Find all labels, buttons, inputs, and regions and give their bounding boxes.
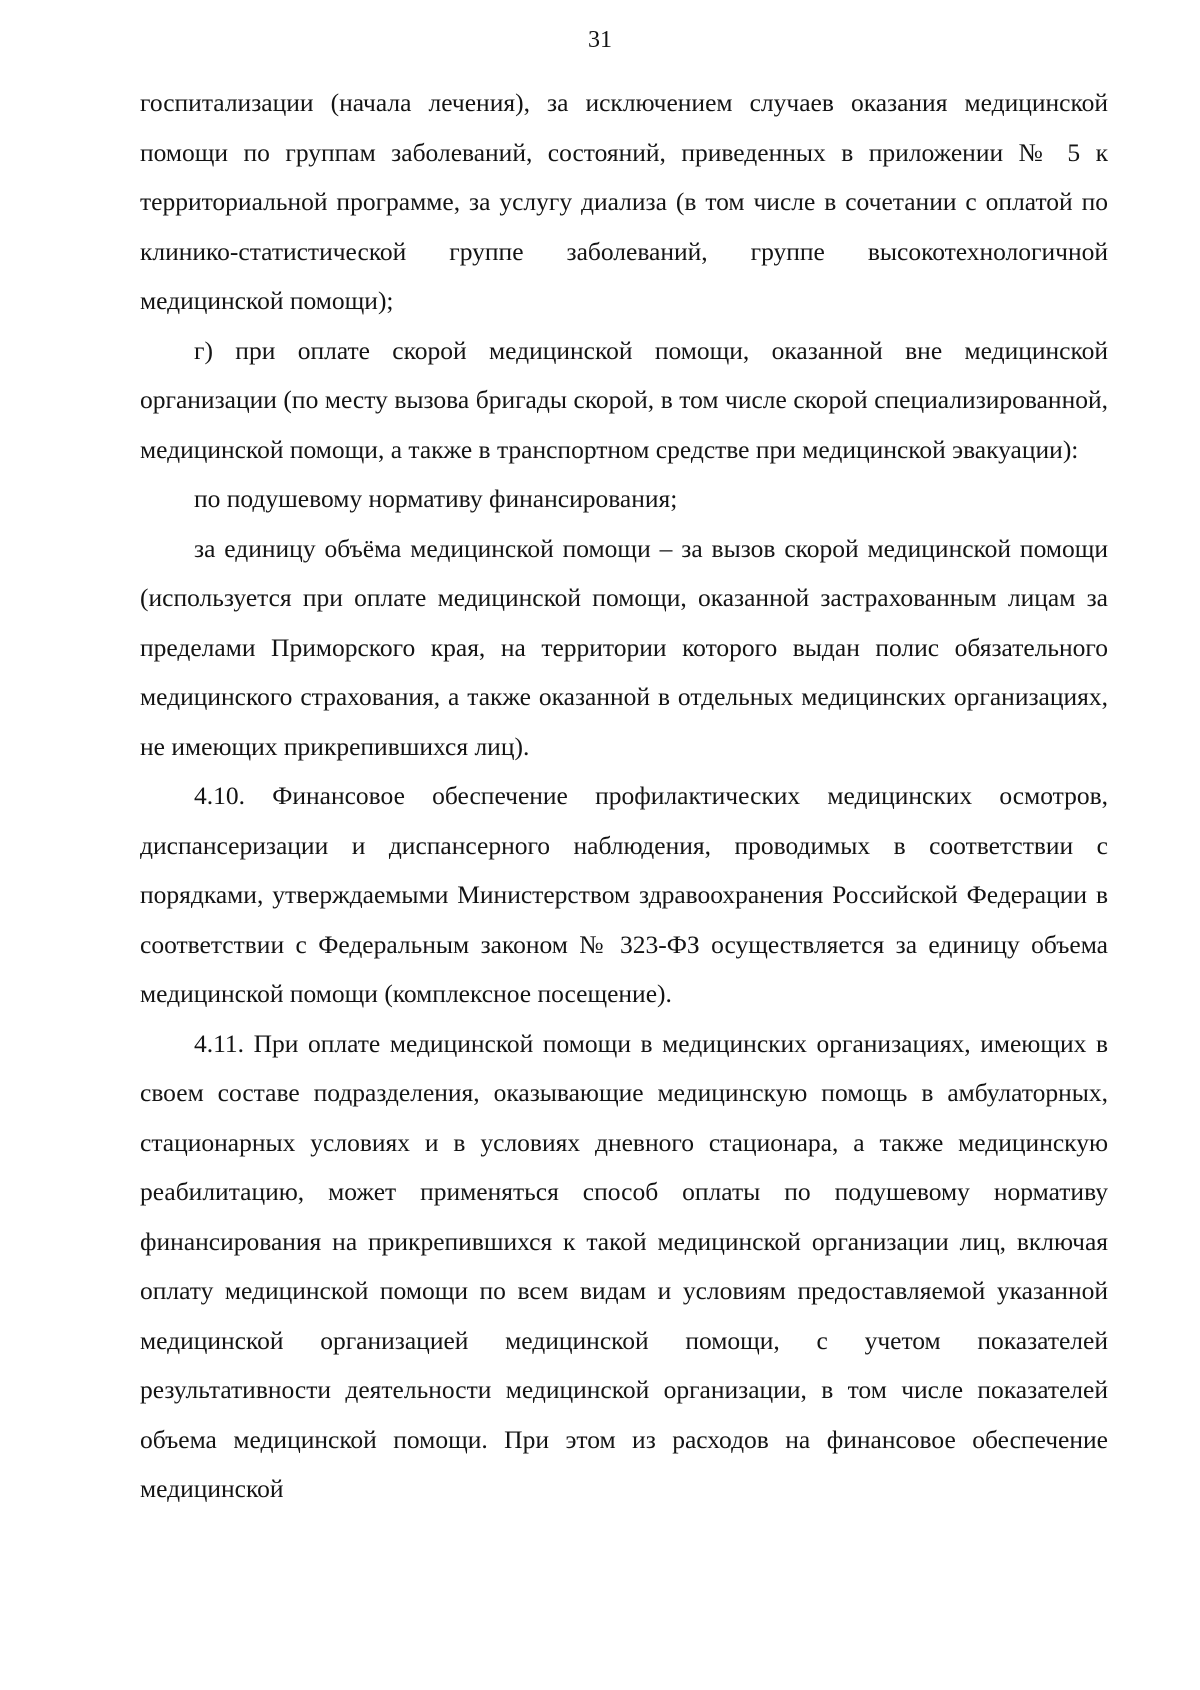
paragraph-per-capita-standard: по подушевому нормативу финансирования; [194,484,678,513]
paragraph-section-4-11: 4.11. При оплате медицинской помощи в медицинских организациях, имеющих в своем составе подразделения, оказывающие медицинскую помощь в амбулаторных, стационарных условиях и в условиях дневного стационара, а также медицинскую реабилитацию, может применяться способ оплаты по подушевому нормативу финансирования на прикрепившихся к такой медицинской организации лиц, включая оплату медицинской помощи по всем видам и условиям предоставляемой указанной медицинской организацией медицинской помощи, с учетом показателей результативности деятельности медицинской организации, в том числе показателей объема медицинской помощи. При этом из расходов на финансовое обеспечение медицинской [140,1028,1108,1503]
document-body [140,78,1108,1514]
paragraph-per-call-unit: за единицу объёма медицинской помощи – за вызов скорой медицинской помощи (используется при оплате медицинской помощи, оказанной застрахованным лицам за пределами Приморского края, на территории которого выдан полис обязательного медицинского страхования, а также оказанной в отдельных медицинских организациях, не имеющих прикрепившихся лиц). [140,533,1108,761]
page-number: 31 [588,27,612,53]
paragraph-hospitalization-continuation: госпитализации (начала лечения), за исключением случаев оказания медицинской помощи по группам заболеваний, состояний, приведенных в приложении № 5 к территориальной программе, за услугу диализа (в том числе в сочетании с оплатой по клинико-статистической группе заболеваний, группе высокотехнологичной медицинской помощи); [140,88,1108,315]
paragraph-section-4-10: 4.10. Финансовое обеспечение профилактических медицинских осмотров, диспансеризации и диспансерного наблюдения, проводимых в соответствии с порядками, утверждаемыми Министерством здравоохранения Российской Федерации в соответствии с Федеральным законом № 323-ФЗ осуществляется за единицу объема медицинской помощи (комплексное посещение). [140,781,1108,1008]
paragraph-emergency-care-payment: г) при оплате скорой медицинской помощи, оказанной вне медицинской организации (по месту вызова бригады скорой, в том числе скорой специализированной, медицинской помощи, а также в транспортном средстве при медицинской эвакуации): [140,335,1108,464]
